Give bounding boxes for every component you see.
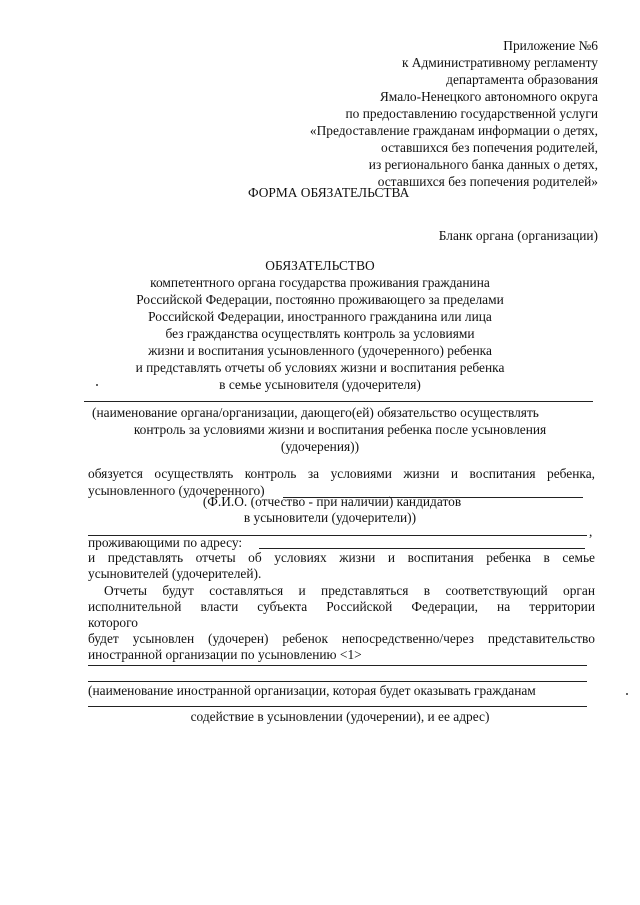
foreign-org-address-line <box>88 706 587 707</box>
organ-name-line <box>84 401 593 402</box>
appendix-line: оставшихся без попечения родителей, <box>381 140 598 155</box>
fio-hint: (Ф.И.О. (отчество - при наличии) кандидатов <box>202 494 462 509</box>
obliged-line: обязуется осуществлять контроль за условиями жизни и воспитания ребенка, <box>88 466 595 481</box>
reports-line: исполнительной власти субъекта Российской Федерации, на территории <box>88 599 595 614</box>
organ-hint-line: контроль за условиями жизни и воспитания ребенка после усыновления <box>133 422 547 437</box>
obligation-line: в семье усыновителя (удочерителя) <box>219 377 421 392</box>
blank-label: Бланк органа (организации) <box>438 228 598 243</box>
foreign-org-hint: содействие в усыновлении (удочерении), и ее адрес) <box>190 709 490 724</box>
reports-line: иностранной организации по усыновлению <1> <box>88 647 362 662</box>
obligation-line: и представлять отчеты об условиях жизни и воспитания ребенка <box>135 360 505 375</box>
obligation-heading: ОБЯЗАТЕЛЬСТВО <box>265 258 375 273</box>
appendix-line: по предоставлению государственной услуги <box>345 106 598 121</box>
obligation-line: компетентного органа государства проживания гражданина <box>150 275 490 290</box>
appendix-line: из регионального банка данных о детях, <box>368 157 598 172</box>
obligation-line: Российской Федерации, иностранного гражданина или лица <box>148 309 492 324</box>
reports-line: Отчеты будут составляться и представляться в соответствующий орган <box>104 583 595 598</box>
report-line: усыновителей (удочерителей). <box>88 566 262 581</box>
address-line <box>259 548 585 549</box>
foreign-org-line <box>88 665 587 666</box>
comma-mark: , <box>589 524 593 539</box>
appendix-line: к Административному регламенту <box>401 55 598 70</box>
appendix-line: Ямало-Ненецкого автономного округа <box>379 89 598 104</box>
form-title: ФОРМА ОБЯЗАТЕЛЬСТВА <box>248 185 410 200</box>
appendix-line: Приложение №6 <box>503 38 598 53</box>
appendix-line: оставшихся без попечения родителей» <box>377 174 598 189</box>
scan-dot <box>96 384 98 386</box>
organ-hint-line: (удочерения)) <box>280 439 360 454</box>
report-line: и представлять отчеты об условиях жизни и воспитания ребенка в семье <box>88 550 595 565</box>
obligation-line: жизни и воспитания усыновленного (удочеренного) ребенка <box>148 343 492 358</box>
reports-line: которого <box>88 615 138 630</box>
appendix-line: «Предоставление гражданам информации о детях, <box>309 123 598 138</box>
reports-line: будет усыновлен (удочерен) ребенок непосредственно/через представительство <box>88 631 595 646</box>
adopted-label: усыновленного (удочеренного) <box>88 483 265 498</box>
address-label: проживающими по адресу: <box>88 535 243 550</box>
foreign-org-line <box>88 681 587 682</box>
obligation-line: Российской Федерации, постоянно проживающего за пределами <box>136 292 504 307</box>
fio-hint: в усыновители (удочерители)) <box>243 510 417 525</box>
appendix-line: департамента образования <box>446 72 598 87</box>
organ-hint-line: (наименование органа/организации, дающего(ей) обязательство осуществлять <box>92 405 539 420</box>
scan-dot <box>626 693 628 695</box>
foreign-org-hint: (наименование иностранной организации, которая будет оказывать гражданам <box>88 683 536 698</box>
obligation-line: без гражданства осуществлять контроль за условиями <box>165 326 475 341</box>
